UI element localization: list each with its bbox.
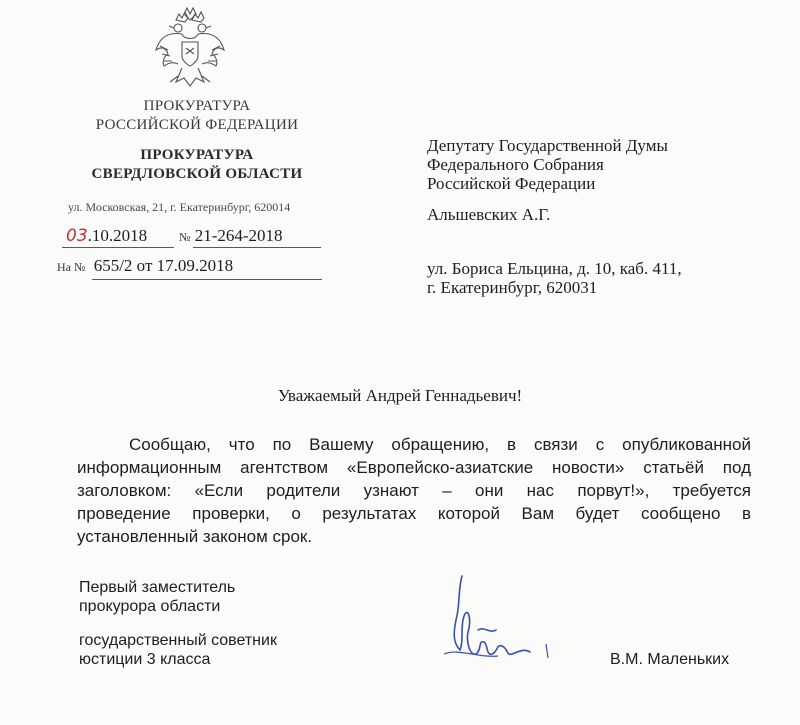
number-underline (193, 247, 321, 248)
recipient-address-line-2: г. Екатеринбург, 620031 (427, 278, 598, 297)
department-name (72, 146, 322, 184)
salutation: Уважаемый Андрей Геннадьевич! (277, 386, 523, 405)
outgoing-number (179, 226, 283, 246)
rank-line-2: юстиции 3 класса (79, 651, 211, 668)
org-line-2: РОССИЙСКОЙ ФЕДЕРАЦИИ (95, 117, 299, 133)
reply-reference (57, 256, 233, 276)
reply-label: На № (57, 260, 86, 274)
date-underline (62, 247, 174, 248)
number-value: 21-264-2018 (194, 226, 283, 245)
russian-coat-of-arms-icon (152, 6, 228, 92)
dept-line-2: СВЕРДЛОВСКОЙ ОБЛАСТИ (91, 166, 303, 182)
reply-underline (92, 279, 322, 280)
body-line: Сообщаю, что по Вашему обращению, в связи с опубликованной (129, 435, 751, 454)
position-line-1: Первый заместитель (79, 579, 236, 596)
recipient-title (427, 136, 668, 193)
recipient-line-2: Федерального Собрания (427, 155, 604, 174)
date-handwritten-day: 03 (66, 226, 88, 246)
recipient-address (427, 259, 682, 297)
signatory-name: В.М. Маленьких (610, 651, 730, 668)
body-line: информационным агентством «Европейско-азиатские новости» статьёй под (77, 458, 751, 477)
recipient-name: Альшевских А.Г. (427, 205, 551, 224)
recipient-address-line-1: ул. Бориса Ельцина, д. 10, каб. 411, (427, 259, 682, 278)
handwritten-signature (438, 570, 558, 670)
reply-value: 655/2 от 17.09.2018 (93, 256, 234, 275)
org-line-1: ПРОКУРАТУРА (143, 98, 251, 114)
recipient-line-3: Российской Федерации (427, 174, 596, 193)
body-line: проведение проверки, о результатах которой Вам будет сообщено в (77, 504, 751, 523)
number-label: № (179, 230, 191, 244)
body-line: заголовком: «Если родители узнают – они нас порвут!», требуется (77, 481, 751, 500)
position-line-2: прокурора области (79, 598, 221, 615)
sender-address: ул. Московская, 21, г. Екатеринбург, 620014 (68, 200, 291, 214)
date-field (66, 226, 147, 246)
letter-body (77, 433, 751, 548)
rank-line-1: государственный советник (79, 632, 277, 649)
organization-name (72, 97, 322, 135)
signatory-position (79, 578, 235, 616)
recipient-line-1: Депутату Государственной Думы (427, 136, 668, 155)
body-line: установленный законом срок. (77, 527, 313, 546)
dept-line-1: ПРОКУРАТУРА (140, 147, 254, 163)
date-printed: .10.2018 (87, 226, 148, 245)
signatory-rank (79, 631, 277, 669)
